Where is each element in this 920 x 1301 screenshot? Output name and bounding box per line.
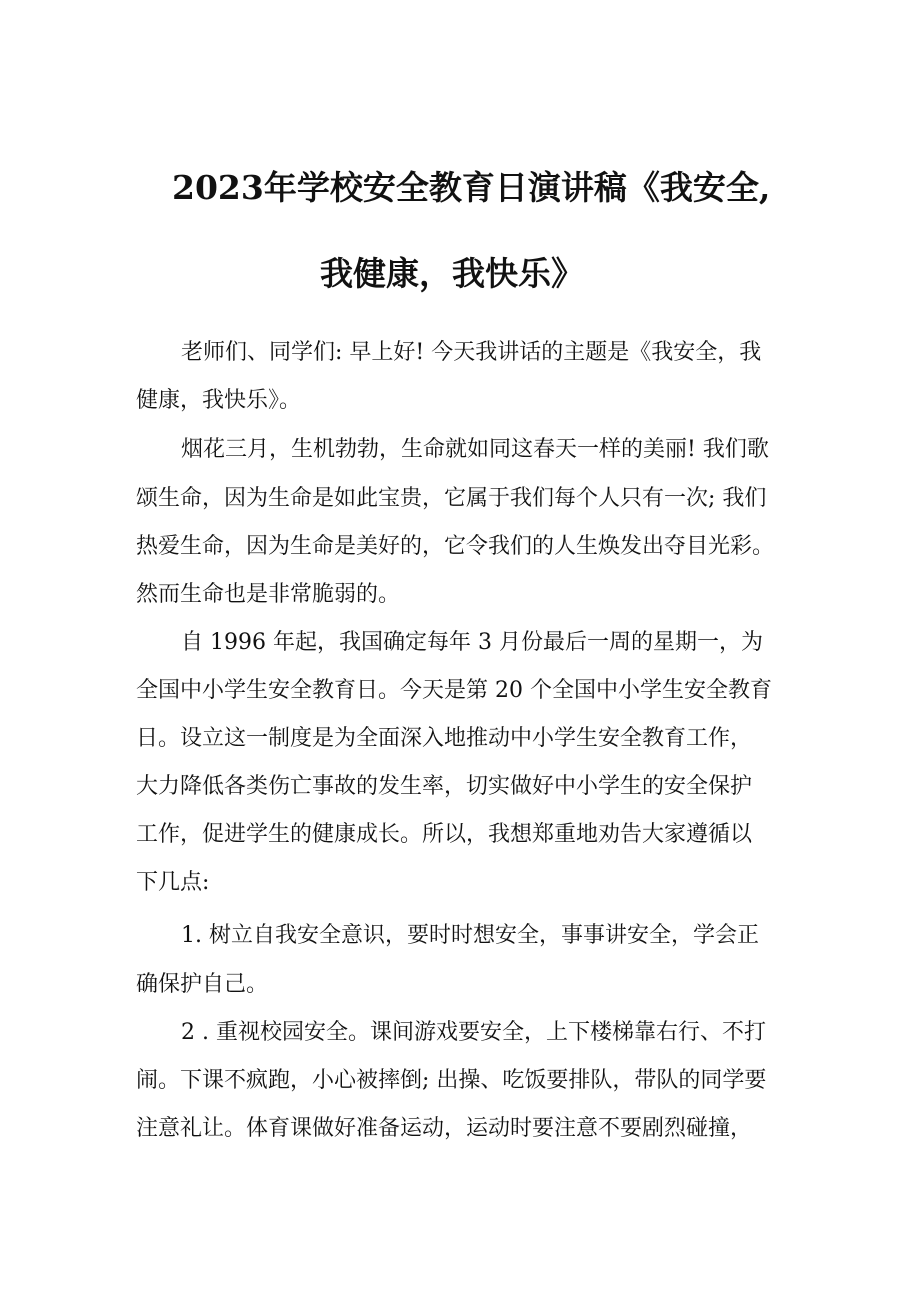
paragraph-5-line-1: 2 . 重视校园安全。课间游戏要安全，上下楼梯靠右行、不打 bbox=[181, 1020, 766, 1045]
paragraph-2-line-3: 热爱生命，因为生命是美好的，它令我们的人生焕发出夺目光彩。 bbox=[136, 534, 775, 559]
paragraph-2-line-4: 然而生命也是非常脆弱的。 bbox=[136, 582, 401, 607]
paragraph-3-line-1: 自 1996 年起，我国确定每年 3 月份最后一周的星期一，为 bbox=[181, 630, 763, 655]
document-title-line-1: 2023年学校安全教育日演讲稿《我安全, bbox=[172, 168, 771, 207]
paragraph-1-line-1: 老师们、同学们: 早上好! 今天我讲话的主题是《我安全，我 bbox=[181, 340, 762, 365]
paragraph-5-line-2: 闹。下课不疯跑，小心被摔倒; 出操、吃饭要排队，带队的同学要 bbox=[136, 1068, 767, 1093]
paragraph-3-line-3: 日。设立这一制度是为全面深入地推动中小学生安全教育工作， bbox=[136, 726, 753, 751]
paragraph-2-line-2: 颂生命，因为生命是如此宝贵，它属于我们每个人只有一次; 我们 bbox=[136, 486, 767, 511]
paragraph-4-line-2: 确保护自己。 bbox=[136, 972, 269, 997]
paragraph-5-line-3: 注意礼让。体育课做好准备运动，运动时要注意不要剧烈碰撞， bbox=[136, 1116, 753, 1141]
paragraph-4-line-1: 1. 树立自我安全意识，要时时想安全，事事讲安全，学会正 bbox=[181, 923, 759, 948]
paragraph-3-line-2: 全国中小学生安全教育日。今天是第 20 个全国中小学生安全教育 bbox=[136, 678, 772, 703]
paragraph-3-line-5: 工作，促进学生的健康成长。所以，我想郑重地劝告大家遵循以 bbox=[136, 822, 753, 847]
paragraph-2-line-1: 烟花三月，生机勃勃，生命就如同这春天一样的美丽! 我们歌 bbox=[181, 437, 769, 462]
paragraph-1-line-2: 健康，我快乐》。 bbox=[136, 388, 302, 413]
paragraph-3-line-6: 下几点: bbox=[136, 870, 210, 895]
paragraph-3-line-4: 大力降低各类伤亡事故的发生率，切实做好中小学生的安全保护 bbox=[136, 774, 753, 799]
document-title-line-2: 我健康，我快乐》 bbox=[320, 254, 584, 293]
